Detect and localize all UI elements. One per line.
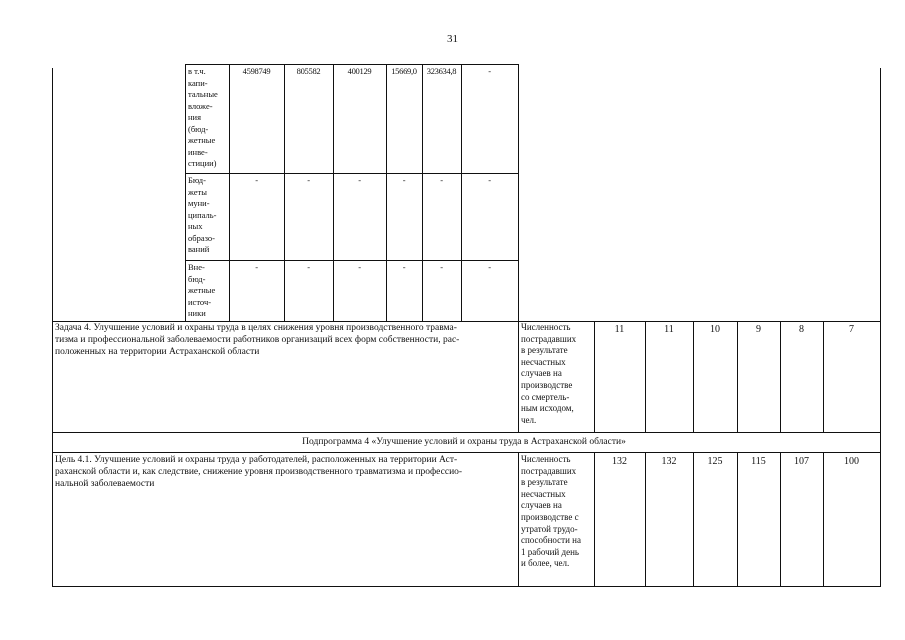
indicator-value: 8	[799, 324, 804, 335]
funding-value: -	[488, 66, 491, 76]
indicator-value: 107	[794, 456, 809, 467]
indicator-value: 9	[756, 324, 761, 335]
funding-value: 805582	[296, 66, 321, 76]
indicator-value: 7	[849, 324, 854, 335]
funding-value: -	[440, 262, 443, 272]
subprogram-title: Подпрограмма 4 «Улучшение условий и охраны труда в Астраханской области»	[302, 437, 626, 447]
funding-value: -	[402, 175, 406, 185]
funding-row-label: в т.ч. капи- тальные вложе- ния (бюд- жетные инве- стиции)	[188, 66, 218, 168]
funding-value: -	[358, 262, 361, 272]
task-indicator: Численность пострадавших в результате несчастных случаев на производстве со смертель- ным исходом, чел.	[521, 322, 577, 425]
funding-value: -	[255, 175, 258, 185]
funding-value: 4598749	[242, 66, 271, 76]
indicator-value: 100	[844, 456, 859, 467]
funding-value: -	[307, 262, 310, 272]
funding-value: -	[358, 175, 361, 185]
page-number: 31	[447, 33, 458, 45]
funding-value: 15669,0	[391, 66, 417, 76]
indicator-value: 132	[661, 456, 677, 467]
funding-value: -	[255, 262, 258, 272]
indicator-value: 132	[612, 456, 627, 467]
indicator-value: 125	[707, 456, 723, 467]
funding-row-label: Вне- бюд- жетные источ- ники	[188, 262, 216, 318]
funding-row-label: Бюд- жеты муни- ципаль- ных образо- ваний	[188, 175, 217, 254]
funding-value: -	[488, 262, 491, 272]
indicator-value: 10	[710, 324, 720, 335]
goal-description: Цель 4.1. Улучшение условий и охраны труда у работодателей, расположенных на территории Аст- раханской области и, как следствие, снижение уровня производственного травматизма и профессио- нальной заболеваемости	[55, 455, 463, 489]
task-description: Задача 4. Улучшение условий и охраны труда в целях снижения уровня производственного травма- тизма и профессиональной заболеваемости работников организаций всех форм собственности, рас- положенных на территории Астраханской области	[55, 323, 460, 357]
funding-value: 400129	[347, 66, 372, 76]
funding-value: -	[488, 175, 491, 185]
indicator-value: 115	[751, 456, 766, 467]
funding-value: 323634,8	[426, 66, 457, 76]
indicator-value: 11	[664, 324, 674, 335]
funding-value: -	[402, 262, 406, 272]
funding-value: -	[440, 175, 443, 185]
goal-indicator: Численность пострадавших в результате несчастных случаев на производстве с утратой трудо- способности на 1 рабочий день и более, чел.	[521, 454, 581, 569]
funding-value: -	[307, 175, 310, 185]
indicator-value: 11	[614, 324, 625, 335]
